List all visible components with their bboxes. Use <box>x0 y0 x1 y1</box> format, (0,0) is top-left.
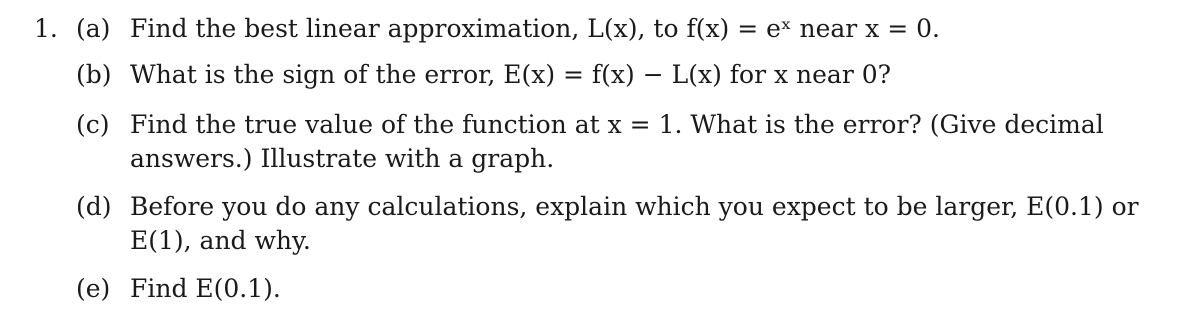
part-c-text-line-2: answers.) Illustrate with a graph. <box>130 144 555 173</box>
part-a <box>76 12 940 46</box>
part-e-text: Find E(0.1). <box>130 274 281 303</box>
part-a-text: Find the best linear approximation, L(x), to f(x) = eˣ near x = 0. <box>130 14 940 43</box>
part-d-text-line-1: Before you do any calculations, explain which you expect to be larger, E(0.1) or <box>130 192 1139 221</box>
part-d-text-line-2: E(1), and why. <box>130 226 311 255</box>
part-d-label: (d) <box>76 192 112 221</box>
part-b <box>76 58 891 92</box>
part-e <box>76 272 281 306</box>
part-c-text-line-1: Find the true value of the function at x = 1. What is the error? (Give decimal <box>130 110 1104 139</box>
part-b-text: What is the sign of the error, E(x) = f(x) − L(x) for x near 0? <box>130 60 892 89</box>
part-d <box>76 190 1139 224</box>
part-e-label: (e) <box>76 274 111 303</box>
part-a-label: (a) <box>76 14 111 43</box>
problem-number: 1. <box>34 14 58 43</box>
part-c <box>76 108 1104 142</box>
part-c-label: (c) <box>76 110 110 139</box>
part-b-label: (b) <box>76 60 112 89</box>
